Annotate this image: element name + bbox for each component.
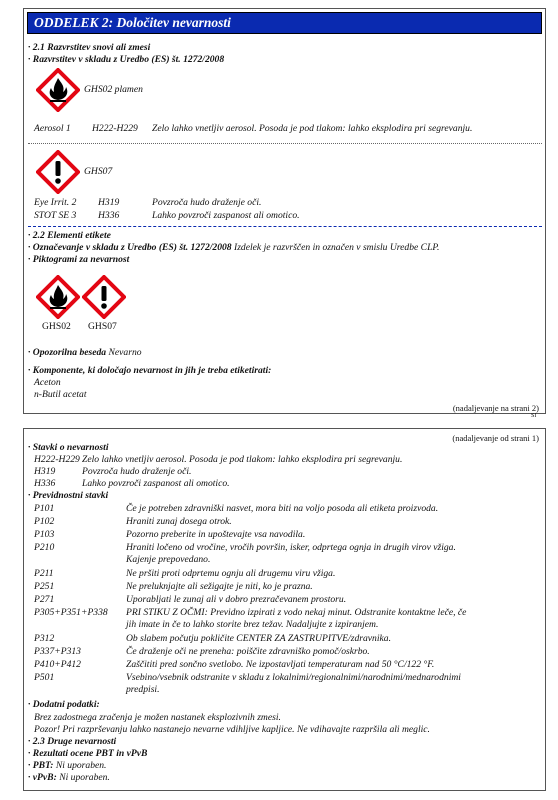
flame-pictogram-icon xyxy=(36,68,80,115)
precaution-text: Hraniti ločeno od vročine, vročih površin, isker, odprtega ognja in drugih virov vžiga. xyxy=(126,542,456,553)
class-row-1-cls: Eye Irrit. 2 xyxy=(34,197,77,208)
precaution-text-cont: jih imate in če to lahko storite brez težav. Nadaljujte z izpiranjem. xyxy=(126,619,379,630)
additional-info-heading: · Dodatni podatki: xyxy=(28,699,100,710)
precaution-code: P271 xyxy=(34,594,55,605)
precaution-text: Zaščititi pred sončno svetlobo. Ne izpostavljati temperaturam nad 50 °C/122 °F. xyxy=(126,659,435,670)
hazard-statements-heading: · Stavki o nevarnosti xyxy=(28,442,109,453)
picto-caption-ghs07: GHS07 xyxy=(88,321,117,332)
precaution-code: P312 xyxy=(34,633,55,644)
additional-info-line: Brez zadostnega zračenja je možen nastanek eksplozivnih zmesi. xyxy=(34,712,281,723)
picto-caption-ghs02: GHS02 xyxy=(42,321,71,332)
aerosol-class: Aerosol 1 xyxy=(34,123,71,134)
labelling-heading: · Označevanje v skladu z Uredbo (ES) št. 1272/2008 xyxy=(28,242,232,253)
component-item: n-Butil acetat xyxy=(34,389,87,400)
exclamation-pictogram-icon xyxy=(82,275,126,322)
page-2 xyxy=(23,428,546,791)
class-row-2-cls: STOT SE 3 xyxy=(34,210,77,221)
pbt-label: · PBT: xyxy=(28,760,54,771)
precaution-text: Vsebino/vsebnik odstranite v skladu z lokalnimi/regionalnimi/narodnimi/mednarodnimi xyxy=(126,672,461,683)
precaution-text: Ne preluknjajte ali sežigajte je niti, ko je prazna. xyxy=(126,581,313,592)
component-item: Aceton xyxy=(34,377,61,388)
precaution-text: Če draženje oči ne preneha: poiščite zdravniško pomoč/oskrbo. xyxy=(126,646,370,657)
subsection-2-1: · 2.1 Razvrstitev snovi ali zmesi xyxy=(28,42,151,53)
class-row-2-text: Lahko povzroči zaspanost ali omotico. xyxy=(152,210,300,221)
precaution-text: Uporabljati le zunaj ali v dobro prezračevanem prostoru. xyxy=(126,594,347,605)
class-row-1-code: H319 xyxy=(98,197,120,208)
signal-word-label: · Opozorilna beseda xyxy=(28,347,107,358)
aerosol-codes: H222-H229 xyxy=(92,123,138,134)
vpvb-value: Ni uporaben. xyxy=(59,772,110,783)
precaution-code: P410+P412 xyxy=(34,659,81,670)
pbt-value: Ni uporaben. xyxy=(55,760,107,771)
page-mark: SI xyxy=(531,413,537,419)
hazard-code: H336 xyxy=(34,478,56,489)
precaution-text-cont: Kajenje prepovedano. xyxy=(126,554,211,565)
pictograms-heading: · Piktogrami za nevarnost xyxy=(28,254,130,265)
exclamation-pictogram-icon xyxy=(36,150,80,197)
components-heading: · Komponente, ki določajo nevarnost in jih je treba etiketirati: xyxy=(28,365,272,376)
precaution-text: PRI STIKU Z OČMI: Previdno izpirati z vodo nekaj minut. Odstranite kontaktne leče, če xyxy=(126,607,467,618)
page-1 xyxy=(23,8,546,414)
precaution-text: Ne pršiti proti odprtemu ognju ali drugemu viru vžiga. xyxy=(126,568,336,579)
precaution-text-cont: predpisi. xyxy=(126,684,160,695)
precaution-code: P211 xyxy=(34,568,54,579)
precaution-text: Pozorno preberite in upoštevajte vsa navodila. xyxy=(126,529,306,540)
precaution-text: Hraniti zunaj dosega otrok. xyxy=(126,516,232,527)
precaution-text: Če je potreben zdravniški nasvet, mora biti na voljo posoda ali etiketa proizvoda. xyxy=(126,503,439,514)
precaution-code: P102 xyxy=(34,516,55,527)
labelling-line xyxy=(28,242,439,254)
continued-note: (nadaljevanje na strani 2) xyxy=(452,403,539,413)
precaution-code: P305+P351+P338 xyxy=(34,607,108,618)
ghs07-label: GHS07 xyxy=(84,166,113,177)
section-title: ODDELEK 2: Določitev nevarnosti xyxy=(27,12,542,34)
precaution-code: P101 xyxy=(34,503,55,514)
hazard-text: Zelo lahko vnetljiv aerosol. Posoda je pod tlakom: lahko eksplodira pri segrevanju. xyxy=(82,454,403,465)
hazard-text: Povzroča hudo draženje oči. xyxy=(82,466,192,477)
ghs02-label: GHS02 plamen xyxy=(84,84,143,95)
precaution-code: P210 xyxy=(34,542,55,553)
precautionary-heading: · Previdnostni stavki xyxy=(28,490,109,501)
vpvb-line xyxy=(28,772,110,784)
signal-word: Nevarno xyxy=(108,347,142,358)
classification-regulation-heading: · Razvrstitev v skladu z Uredbo (ES) št. 1272/2008 xyxy=(28,54,225,65)
vpvb-label: · vPvB: xyxy=(28,772,57,783)
precaution-code: P501 xyxy=(34,672,55,683)
hazard-code: H319 xyxy=(34,466,56,477)
pbt-line xyxy=(28,760,106,772)
dotted-divider xyxy=(28,143,542,144)
class-row-1-text: Povzroča hudo draženje oči. xyxy=(152,197,262,208)
additional-info-line: Pozor! Pri razprševanju lahko nastanejo nevarne vdihljive kapljice. Ne vdihavajte razpršila ali meglic. xyxy=(34,724,430,735)
subsection-2-2: · 2.2 Elementi etikete xyxy=(28,230,111,241)
precaution-code: P251 xyxy=(34,581,55,592)
class-row-2-code: H336 xyxy=(98,210,120,221)
precaution-code: P337+P313 xyxy=(34,646,81,657)
precaution-code: P103 xyxy=(34,529,55,540)
signal-word-line xyxy=(28,347,142,359)
precaution-text: Ob slabem počutju pokličite CENTER ZA ZASTRUPITVE/zdravnika. xyxy=(126,633,391,644)
continued-from-note: (nadaljevanje od strani 1) xyxy=(452,433,539,443)
dashed-divider xyxy=(28,226,542,227)
pbt-heading: · Rezultati ocene PBT in vPvB xyxy=(28,748,148,759)
labelling-text: Izdelek je razvrščen in označen v smislu Uredbe CLP. xyxy=(231,242,440,253)
subsection-2-3: · 2.3 Druge nevarnosti xyxy=(28,736,117,747)
hazard-text: Lahko povzroči zaspanost ali omotico. xyxy=(82,478,230,489)
hazard-code: H222-H229 xyxy=(34,454,80,465)
aerosol-text: Zelo lahko vnetljiv aerosol. Posoda je pod tlakom: lahko eksplodira pri segrevanju. xyxy=(152,123,473,134)
flame-pictogram-icon xyxy=(36,275,80,322)
